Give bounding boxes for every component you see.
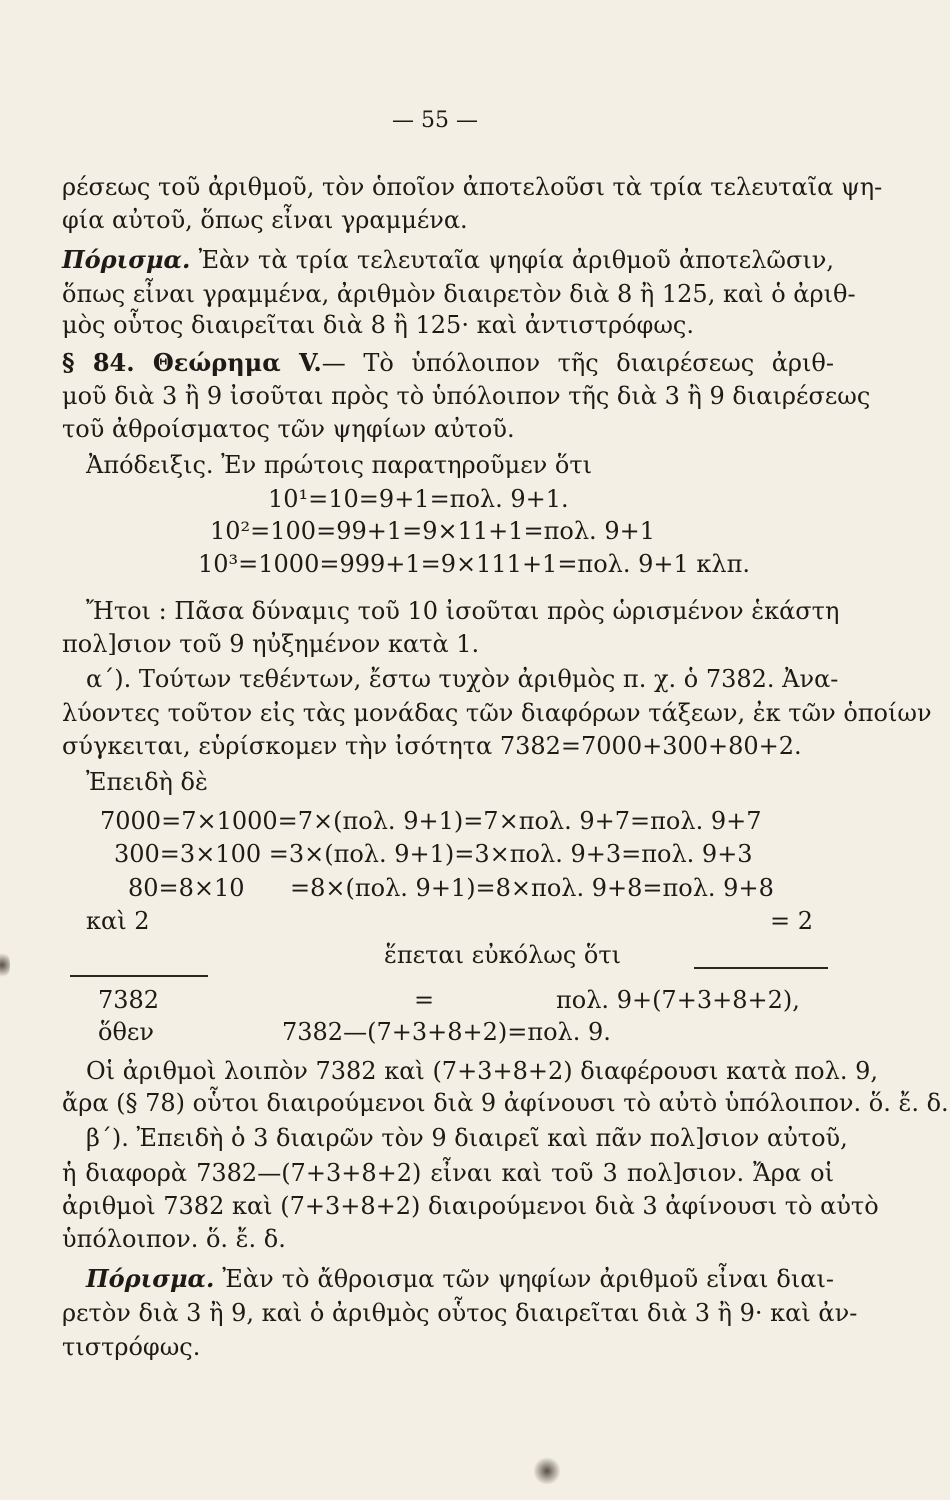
text-line: μὸς οὗτος διαιρεῖται διὰ 8 ἢ 125· καὶ ἀντιστρόφως. bbox=[62, 311, 694, 339]
theorem-line bbox=[62, 348, 834, 378]
equation: 7382 bbox=[98, 986, 160, 1014]
theorem-text: — Τὸ ὑπόλοιπον τῆς διαιρέσεως ἀριθ- bbox=[321, 349, 834, 377]
text-line: ρέσεως τοῦ ἀριθμοῦ, τὸν ὁποῖον ἀποτελοῦσι τὰ τρία τελευταῖα ψη- bbox=[62, 173, 883, 201]
text-line: λύοντες τοῦτον εἰς τὰς μονάδας τῶν διαφόρων τάξεων, ἐκ τῶν ὁποίων bbox=[62, 699, 932, 727]
equation: 300=3×100 =3×(πολ. 9+1)=3×πολ. 9+3=πολ. 9+3 bbox=[114, 840, 753, 868]
sum-rule bbox=[70, 975, 208, 977]
text-line: Ἐπειδὴ δὲ bbox=[86, 768, 208, 796]
corollary-text: Ἐὰν τὸ ἄθροισμα τῶν ψηφίων ἀριθμοῦ εἶναι διαι- bbox=[222, 1265, 834, 1293]
equation: = bbox=[414, 986, 435, 1014]
text-line: Οἱ ἀριθμοὶ λοιπὸν 7382 καὶ (7+3+8+2) διαφέρουσι κατὰ πολ. 9, bbox=[86, 1057, 878, 1085]
text-line: ὅπως εἶναι γραμμένα, ἀριθμὸν διαιρετὸν διὰ 8 ἢ 125, καὶ ὁ ἀριθ- bbox=[62, 280, 856, 308]
text-line: ἄρα (§ 78) οὗτοι διαιρούμενοι διὰ 9 ἀφίνουσι τὸ αὐτὸ ὑπόλοιπον. ὅ. ἔ. δ. bbox=[62, 1089, 949, 1117]
text-line: ρετὸν διὰ 3 ἢ 9, καὶ ὁ ἀριθμὸς οὗτος διαιρεῖται διὰ 3 ἢ 9· καὶ ἀν- bbox=[62, 1299, 858, 1327]
text-line: ἀριθμοὶ 7382 καὶ (7+3+8+2) διαιρούμενοι διὰ 3 ἀφίνουσι τὸ αὐτὸ bbox=[62, 1192, 879, 1220]
equation: καὶ 2 bbox=[86, 907, 150, 935]
sum-rule bbox=[694, 967, 828, 969]
theorem-heading: § 84. Θεώρημα V. bbox=[62, 348, 322, 377]
equation: 7000=7×1000=7×(πολ. 9+1)=7×πολ. 9+7=πολ. 9+7 bbox=[100, 807, 762, 835]
text-line: ἡ διαφορὰ 7382—(7+3+8+2) εἶναι καὶ τοῦ 3 πολ]σιον. Ἄρα οἱ bbox=[62, 1159, 834, 1187]
text-line: α΄). Τούτων τεθέντων, ἔστω τυχὸν ἀριθμὸς π. χ. ὁ 7382. Ἀνα- bbox=[86, 665, 839, 693]
corollary-heading: Πόρισμα. bbox=[62, 245, 191, 274]
text-line: σύγκειται, εὑρίσκομεν τὴν ἰσότητα 7382=7000+300+80+2. bbox=[62, 732, 802, 760]
equation: 80=8×10 bbox=[128, 874, 245, 902]
text-line: Ἤτοι : Πᾶσα δύναμις τοῦ 10 ἰσοῦται πρὸς ὡρισμένον ἑκάστη bbox=[86, 597, 840, 625]
text-line: ὅθεν bbox=[98, 1018, 154, 1046]
equation: 10¹=10=9+1=πολ. 9+1. bbox=[268, 485, 569, 513]
corollary-line bbox=[86, 1264, 834, 1294]
text-line: ὑπόλοιπον. ὅ. ἔ. δ. bbox=[62, 1225, 286, 1253]
corollary-line bbox=[62, 245, 834, 275]
proof-heading-line: Ἀπόδειξις. Ἐν πρώτοις παρατηροῦμεν ὅτι bbox=[86, 451, 593, 479]
ink-stain bbox=[0, 950, 10, 980]
ink-stain bbox=[534, 1456, 560, 1486]
text-line: β΄). Ἐπειδὴ ὁ 3 διαιρῶν τὸν 9 διαιρεῖ καὶ πᾶν πολ]σιον αὐτοῦ, bbox=[86, 1124, 848, 1152]
text-line: φία αὐτοῦ, ὅπως εἶναι γραμμένα. bbox=[62, 206, 468, 234]
text-line: πολ]σιον τοῦ 9 ηὐξημένον κατὰ 1. bbox=[62, 630, 480, 658]
equation: 10³=1000=999+1=9×111+1=πολ. 9+1 κλπ. bbox=[198, 550, 751, 578]
equation: 7382—(7+3+8+2)=πολ. 9. bbox=[282, 1018, 611, 1046]
text-line: μοῦ διὰ 3 ἢ 9 ἰσοῦται πρὸς τὸ ὑπόλοιπον τῆς διὰ 3 ἢ 9 διαιρέσεως bbox=[62, 382, 871, 410]
corollary-text: Ἐὰν τὰ τρία τελευταῖα ψηφία ἀριθμοῦ ἀποτελῶσιν, bbox=[198, 246, 834, 274]
text-line: ἕπεται εὐκόλως ὅτι bbox=[384, 941, 622, 969]
equation: = 2 bbox=[770, 907, 814, 935]
equation: =8×(πολ. 9+1)=8×πολ. 9+8=πολ. 9+8 bbox=[290, 874, 774, 902]
equation: πολ. 9+(7+3+8+2), bbox=[556, 986, 800, 1014]
text-line: τοῦ ἀθροίσματος τῶν ψηφίων αὐτοῦ. bbox=[62, 415, 515, 443]
text-line: τιστρόφως. bbox=[62, 1333, 201, 1361]
page-number: — 55 — bbox=[392, 108, 478, 133]
corollary-heading: Πόρισμα. bbox=[86, 1264, 215, 1293]
equation: 10²=100=99+1=9×11+1=πολ. 9+1 bbox=[210, 517, 655, 545]
